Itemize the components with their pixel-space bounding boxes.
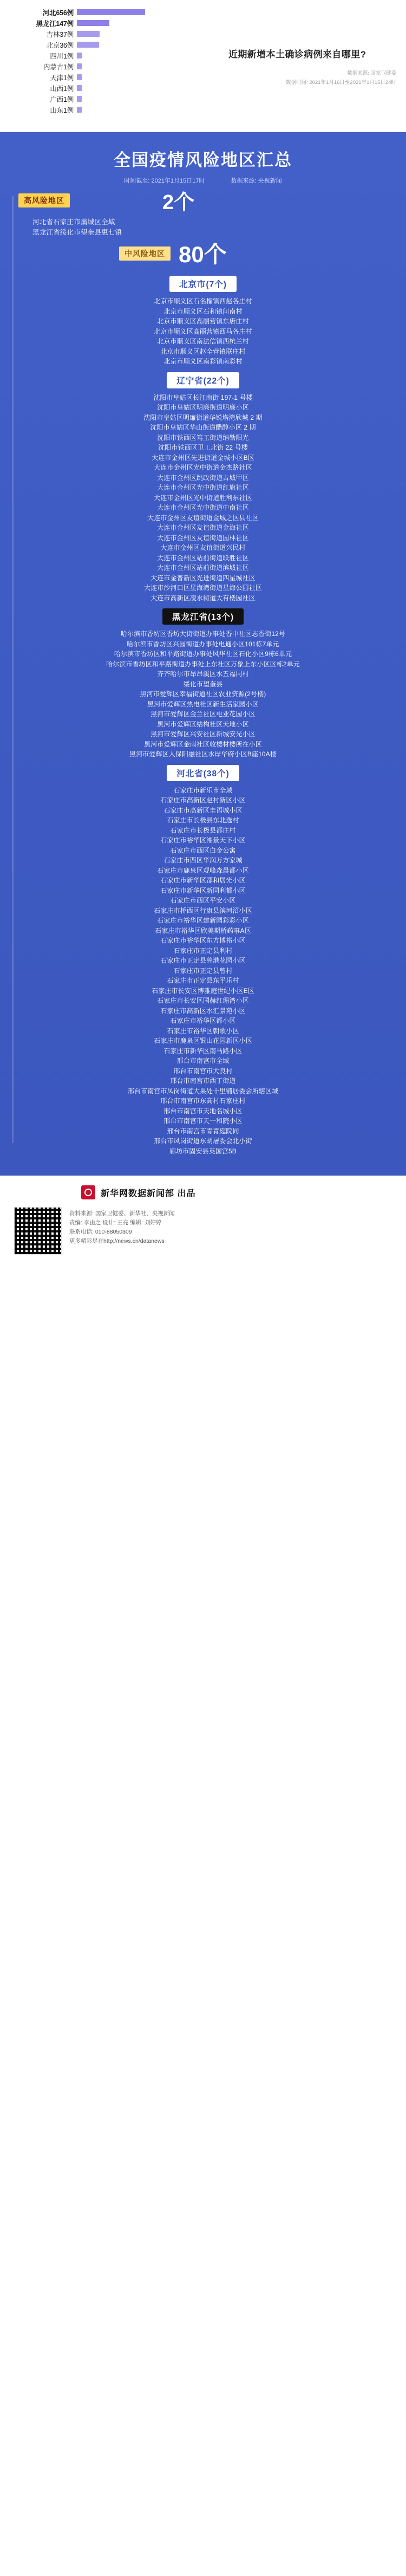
qr-code-icon[interactable] (14, 1207, 62, 1255)
footer (0, 1176, 406, 1269)
list-item: 大连市金州区光中街道红旗社区 (157, 484, 249, 491)
list-item: 哈尔滨市香坊区香坊大街街道办事处香中社区志香街12号 (121, 630, 285, 638)
province-header-liaoning (0, 372, 406, 388)
list-item: 大连市沙河口区星海湾街道星海公园社区 (144, 584, 262, 592)
chart-bar-label: 广西1例 (50, 95, 74, 103)
list-item: 大连市金州区跳政街道古城甲区 (157, 473, 249, 482)
list-item: 黑龙江省绥化市望奎县惠七镇 (32, 229, 122, 236)
chart-bar (77, 96, 82, 102)
list-item: 沈阳市皇姑区明廉街道明廉小区 (157, 404, 249, 411)
list-item: 大连市金州区光中街道中南社区 (157, 504, 249, 511)
chart-bar (77, 9, 145, 15)
list-item: 石家庄市新华区都和居光小区 (160, 877, 246, 884)
list-item: 石家庄市裕华区湘景天下小区 (160, 836, 246, 844)
list-item: 石家庄市鹿泉区观峰森晨都小区 (157, 866, 249, 874)
panel-time: 时间截至: 2021年1月15日17时 (124, 178, 205, 184)
list-item: 绥化市望奎县 (183, 680, 223, 688)
list-item: 北京市顺义区南法信镇西杭兰村 (157, 338, 249, 345)
list-item: 石家庄市高新区圭语城小区 (163, 806, 243, 814)
list-item: 石家庄市长安区博雅庭世纪小区E区 (152, 987, 254, 995)
list-item: 大连市高新区凌水街道大有楼园社区 (150, 594, 256, 602)
credit-line: 联系电话: 010-88050309 (69, 1229, 132, 1235)
list-item: 石家庄市鹿泉区银山花园新区小区 (154, 1037, 252, 1044)
list-item: 黑河市爱辉区人保阳融社区水岸华府小区B座10A楼 (129, 750, 277, 758)
panel-source: 数据来源: 央视新闻 (231, 178, 282, 184)
chart-bar (77, 107, 82, 113)
list-item: 沈阳市铁西区卫工北街 22 号楼 (158, 444, 248, 451)
list-item: 石家庄市长极县都庄村 (170, 826, 236, 834)
province-list-liaoning (0, 393, 406, 604)
chart-bar-label: 吉林37例 (46, 30, 74, 38)
footer-body (0, 1207, 406, 1255)
high-risk-tag: 高风险地区 (18, 193, 70, 207)
list-item: 邢台市南宫市大良村 (173, 1067, 233, 1075)
list-item: 黑河市爱辉区热电社区新生活家园小区 (147, 700, 259, 708)
footer-brand: 新华网数据新闻部 出品 (101, 1189, 196, 1198)
province-list-heilongjiang (0, 629, 406, 760)
list-item: 哈尔滨市香坊区兴园街道办事处电通小区101栋7单元 (127, 640, 279, 648)
list-item: 石家庄市正定县曾港花园小区 (160, 957, 246, 964)
chart-bar-label: 四川1例 (50, 52, 74, 60)
infographic-page (0, 0, 406, 1269)
panel-subheader (0, 176, 406, 193)
list-item: 大连市金普新区光进街道四星城社区 (150, 574, 256, 582)
list-item: 黑河市爱辉区结构社区天地小区 (157, 720, 249, 728)
list-item: 齐齐哈尔市昂昂溪区水五福同村 (157, 670, 249, 678)
list-item: 石家庄市裕华区东方博裕小区 (160, 937, 246, 944)
list-item: 石家庄市裕华区欣美期桥药事A区 (155, 926, 251, 935)
list-item: 河北省石家庄市藁城区全域 (32, 218, 115, 226)
list-item: 石家庄市长安区国赫红珊湾小区 (157, 997, 249, 1004)
list-item: 黑河市爱辉区兴安社区新城安光小区 (150, 730, 256, 738)
mid-risk-tag: 中风险地区 (119, 246, 171, 261)
list-item: 大连市金州区站前街道滨城社区 (157, 564, 249, 572)
list-item: 大连市金州区站前街道联胜社区 (157, 554, 249, 562)
list-item: 北京市顺义区高丽营镇东唐庄村 (157, 317, 249, 325)
list-item: 石家庄市桥西区行康县滨河沼小区 (154, 906, 252, 914)
list-item: 沈阳市皇姑区明廉街道华锐塔湾欣城 2 期 (143, 413, 263, 421)
list-item: 北京市顺义区石名榴镇西赵各庄村 (154, 297, 252, 305)
list-item: 石家庄市西区平安小区 (170, 897, 236, 904)
chart-bar (77, 63, 82, 69)
list-item: 石家庄市裕华区建新园彩彩小区 (157, 917, 249, 924)
list-item: 北京市顺义区石和镇问南村 (163, 307, 243, 315)
credit-line: 资料来源: 国家卫健委、新华社、央视新闻 (69, 1210, 175, 1217)
chart-bar (77, 31, 100, 37)
chart-row (4, 29, 406, 38)
credit-line: 更多精彩尽在http://news.cn/datanews (69, 1238, 165, 1244)
list-item: 大连市金州区友谊街道金城之区县社区 (147, 514, 259, 522)
chart-bar-label: 山西1例 (50, 85, 74, 93)
chart-bar-label: 黑龙江147例 (36, 20, 74, 28)
list-item: 邢台市南宫市天一和院小区 (163, 1117, 243, 1125)
list-item: 沈阳市皇姑区华山街道醋醇小区 2 期 (150, 424, 256, 431)
list-item: 大连市金州区光中街道金杰路社区 (154, 464, 252, 471)
province-chip: 河北省(38个) (167, 765, 239, 781)
timeline-rail (12, 196, 14, 1143)
list-item: 大连市金州区友谊街道金海社区 (157, 524, 249, 531)
list-item: 大连市金州区友谊街道兴民村 (160, 544, 246, 551)
list-item: 石家庄市新华区南马路小区 (163, 1047, 243, 1055)
list-item: 石家庄市正定县曾村 (173, 966, 233, 975)
list-item: 石家庄市正定县东平乐村 (167, 977, 239, 984)
list-item: 黑河市爱辉区金兰社区电业花园小区 (150, 710, 256, 718)
chart-bar-label: 天津1例 (50, 74, 74, 82)
chart-bar-label: 内蒙古1例 (43, 63, 74, 71)
province-header-hebei (0, 765, 406, 781)
high-risk-header (0, 193, 406, 217)
list-item: 大连市金州区先进街道金城小区B区 (152, 453, 254, 462)
list-item: 北京市顺义区赵全营镇联庄村 (160, 347, 246, 355)
list-item: 石家庄市新华区新同利都小区 (160, 886, 246, 894)
list-item: 邢台市南宫市凤岗街道大果处十里铺居委会所辖区域 (127, 1087, 279, 1095)
footer-brand-row (0, 1185, 406, 1207)
province-chip: 北京市(7个) (169, 276, 237, 292)
mid-risk-header (0, 242, 406, 270)
list-item: 黑河市爱辉区金雨社区收楼材楼所在小区 (144, 740, 262, 748)
chart-bar (77, 74, 82, 80)
chart-row (4, 94, 406, 103)
list-item: 石家庄市西区华润万方家城 (163, 856, 243, 864)
chart-bar-label: 北京36例 (46, 41, 74, 49)
province-header-heilongjiang (0, 608, 406, 625)
list-item: 邢台市南宫市西丁街道 (170, 1077, 236, 1085)
chart-bar (77, 53, 82, 59)
top-chart (0, 0, 406, 132)
high-risk-count: 2个 (162, 191, 195, 214)
list-item: 石家庄市长极县东北选村 (167, 816, 239, 824)
list-item: 北京市顺义区南彩镇南彩村 (163, 358, 243, 365)
province-header-beijing (0, 276, 406, 292)
list-item: 石家庄市裕华区都小区 (170, 1017, 236, 1024)
list-item: 大连市金州区友谊街道园林社区 (157, 534, 249, 542)
mid-risk-count: 80个 (179, 242, 227, 267)
list-item: 黑河市爱辉区幸福街道社区农业资源(2号楼) (140, 690, 266, 698)
list-item: 北京市顺义区高丽营镇西马各庄村 (154, 327, 252, 335)
chart-date: 数据时间: 2021年1月16日至2021年1月15日24时 (286, 80, 396, 86)
list-item: 哈尔滨市香坊区和平路街道办事处风华社区石化小区9栋6单元 (114, 650, 292, 658)
page-title: 全国疫情风险地区汇总 (114, 151, 292, 170)
list-item: 大连市金州区光中街道胜利东社区 (154, 494, 252, 502)
chart-row (4, 18, 406, 28)
chart-bar (77, 20, 109, 26)
footer-credits (69, 1207, 175, 1246)
list-item: 沈阳市皇姑区长江南街 197-1 号楼 (153, 393, 253, 401)
list-item: 邢台市南宫市天地名城小区 (163, 1107, 243, 1115)
chart-annotation (228, 47, 396, 86)
list-item: 邢台市凤岗街道东胡屠委会北小街 (154, 1137, 252, 1145)
province-chip: 黑龙江省(13个) (162, 608, 244, 625)
risk-panel (0, 132, 406, 1176)
chart-source: 数据来源: 国家卫健委 (347, 70, 396, 76)
list-item: 邢台市南宫市青青庭院同 (167, 1127, 239, 1135)
list-item: 石家庄市高新区赵村新区小区 (160, 796, 246, 804)
list-item: 沈阳市铁西区笃工街道纳勒阳光 (157, 433, 249, 442)
chart-row (4, 105, 406, 114)
list-item: 邢台市南宫市全域 (176, 1057, 230, 1065)
chart-question: 近期新增本土确诊病例来自哪里? (228, 49, 366, 60)
list-item: 邢台市南宫市东高村石家庄村 (160, 1097, 246, 1105)
list-item: 石家庄市裕华区朝歌小区 (167, 1027, 239, 1035)
list-item: 哈尔滨市香坊区和平路街道办事处上东社区万象上东小区区栋2单元 (106, 660, 300, 668)
province-list-hebei (0, 786, 406, 1157)
list-item: 石家庄市西区白金公寓 (170, 846, 236, 854)
province-chip: 辽宁省(22个) (167, 372, 239, 388)
credit-line: 责编: 李由之 设计: 王亮 编辑: 刘婷婷 (69, 1219, 162, 1226)
high-risk-list (0, 217, 406, 238)
list-item: 石家庄市新乐市全域 (173, 786, 233, 794)
xinhua-logo-icon (81, 1185, 95, 1199)
chart-bar-label: 河北656例 (42, 9, 74, 17)
chart-bar-label: 山东1例 (50, 106, 74, 114)
list-item: 石家庄市正定县利村 (173, 946, 233, 955)
chart-bar (77, 42, 99, 48)
province-list-beijing (0, 296, 406, 367)
list-item: 廊坊市固安县英国宫5B (169, 1147, 237, 1155)
chart-row (4, 8, 406, 17)
list-item: 石家庄市高新区水汇景苑小区 (160, 1007, 246, 1015)
chart-bar (77, 85, 82, 91)
